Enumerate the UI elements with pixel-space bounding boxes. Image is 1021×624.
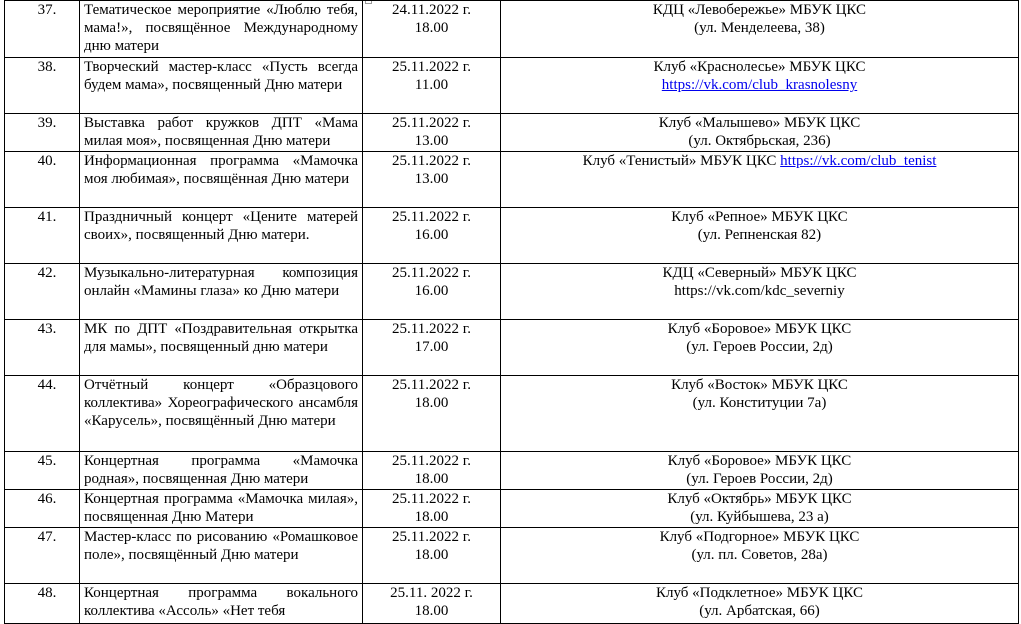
event-date: 24.11.2022 г. (392, 2, 471, 18)
row-number: 37. (37, 2, 57, 18)
venue-address: (ул. Менделеева, 38) (694, 20, 825, 37)
venue-name: Клуб «Восток» МБУК ЦКС (671, 377, 848, 393)
venue-address: (ул. Конституции 7а) (692, 395, 827, 412)
venue-address: (ул. Героев России, 2д) (686, 339, 833, 356)
event-description: Концертная программа «Мамочка родная», посвященная Дню матери (80, 452, 363, 490)
event-time: 18.00 (414, 20, 449, 37)
table-row (5, 58, 1019, 114)
row-number-cell (5, 58, 80, 114)
table-row (5, 1, 1019, 58)
event-time: 16.00 (414, 283, 449, 300)
venue-address: https://vk.com/kdc_severniy (674, 283, 845, 300)
event-venue-cell (501, 1, 1019, 58)
row-number-cell (5, 452, 80, 490)
event-datetime-cell (363, 320, 501, 376)
venue-name: Клуб «Подгорное» МБУК ЦКС (659, 529, 860, 545)
event-date: 25.11.2022 г. (392, 209, 471, 225)
event-date: 25.11.2022 г. (392, 115, 471, 131)
event-time: 13.00 (414, 171, 449, 188)
event-date: 25.11.2022 г. (392, 453, 471, 469)
event-datetime-cell (363, 376, 501, 452)
venue-name: Клуб «Боровое» МБУК ЦКС (667, 453, 852, 469)
event-datetime-cell (363, 264, 501, 320)
row-number-cell (5, 152, 80, 208)
event-description: Отчётный концерт «Образцового коллектива» Хореографического ансамбля «Карусель», посвящённый Дню матери (80, 376, 363, 452)
row-number-cell (5, 376, 80, 452)
event-date: 25.11.2022 г. (392, 265, 471, 281)
row-number: 39. (37, 115, 57, 131)
event-description: Музыкально-литературная композиция онлайн «Мамины глаза» ко Дню матери (80, 264, 363, 320)
event-description: Праздничный концерт «Цените матерей своих», посвященный Дню матери. (80, 208, 363, 264)
event-datetime-cell (363, 1, 501, 58)
row-number-cell (5, 584, 80, 624)
venue-link[interactable]: https://vk.com/club_krasnolesny (661, 77, 858, 94)
venue-name: КДЦ «Левобережье» МБУК ЦКС (652, 2, 867, 18)
venue-name: Клуб «Тенистый» МБУК ЦКС (582, 153, 777, 169)
event-datetime-cell (363, 490, 501, 528)
row-number: 45. (37, 453, 57, 469)
event-datetime-cell (363, 152, 501, 208)
event-time: 13.00 (414, 133, 449, 150)
event-time: 18.00 (414, 471, 449, 488)
row-number: 40. (37, 153, 57, 169)
event-time: 17.00 (414, 339, 449, 356)
event-venue-cell (501, 152, 1019, 208)
event-date: 25.11.2022 г. (392, 59, 471, 75)
table-row (5, 264, 1019, 320)
row-number-cell (5, 1, 80, 58)
event-description: Мастер-класс по рисованию «Ромашковое поле», посвящённый Дню матери (80, 528, 363, 584)
event-description: Творческий мастер-класс «Пусть всегда будем мама», посвященный Дню матери (80, 58, 363, 114)
event-description: Выставка работ кружков ДПТ «Мама милая моя», посвященная Дню матери (80, 114, 363, 152)
row-number: 44. (37, 377, 57, 393)
row-number-cell (5, 490, 80, 528)
event-description: Концертная программа «Мамочка милая», посвященная Дню Матери (80, 490, 363, 528)
event-date: 25.11.2022 г. (392, 529, 471, 545)
event-time: 11.00 (414, 77, 449, 94)
row-number: 47. (37, 529, 57, 545)
event-time: 16.00 (414, 227, 449, 244)
event-datetime-cell (363, 528, 501, 584)
event-venue-cell (501, 452, 1019, 490)
event-time: 18.00 (414, 395, 449, 412)
event-date: 25.11.2022 г. (392, 491, 471, 507)
row-number: 46. (37, 491, 57, 507)
venue-address: (ул. Куйбышева, 23 а) (690, 509, 829, 526)
table-row (5, 320, 1019, 376)
table-row (5, 376, 1019, 452)
venue-address: (ул. пл. Советов, 28а) (691, 547, 828, 564)
venue-link[interactable]: https://vk.com/club_tenist (780, 153, 937, 169)
event-date: 25.11.2022 г. (392, 377, 471, 393)
table-row (5, 114, 1019, 152)
row-number: 41. (37, 209, 57, 225)
event-time: 18.00 (414, 509, 449, 526)
row-number-cell (5, 528, 80, 584)
venue-name: Клуб «Малышево» МБУК ЦКС (658, 115, 861, 131)
row-number: 43. (37, 321, 57, 337)
event-venue-cell (501, 490, 1019, 528)
events-table-body (5, 1, 1019, 624)
event-description: Информационная программа «Мамочка моя любимая», посвящённая Дню матери (80, 152, 363, 208)
table-row (5, 452, 1019, 490)
event-date: 25.11. 2022 г. (390, 585, 473, 601)
event-venue-cell (501, 584, 1019, 624)
venue-address: (ул. Репненская 82) (697, 227, 822, 244)
table-row (5, 584, 1019, 624)
row-number: 48. (37, 585, 57, 601)
event-venue-cell (501, 264, 1019, 320)
event-datetime-cell (363, 58, 501, 114)
venue-address: (ул. Октябрьская, 236) (688, 133, 831, 150)
venue-address: (ул. Героев России, 2д) (686, 471, 833, 488)
event-time: 18.00 (414, 603, 449, 620)
event-venue-cell (501, 114, 1019, 152)
row-number: 42. (37, 265, 57, 281)
event-description: Тематическое мероприятие «Люблю тебя, мама!», посвящённое Международному дню матери (80, 1, 363, 58)
venue-name: Клуб «Октябрь» МБУК ЦКС (667, 491, 852, 507)
row-number-cell (5, 320, 80, 376)
venue-name: Клуб «Краснолесье» МБУК ЦКС (653, 59, 866, 75)
events-table (4, 0, 1019, 624)
venue-name: Клуб «Подклетное» МБУК ЦКС (655, 585, 864, 601)
row-number: 38. (37, 59, 57, 75)
row-number-cell (5, 264, 80, 320)
event-venue-cell (501, 320, 1019, 376)
event-datetime-cell (363, 114, 501, 152)
event-datetime-cell (363, 584, 501, 624)
table-row (5, 528, 1019, 584)
event-datetime-cell (363, 208, 501, 264)
table-row (5, 490, 1019, 528)
venue-name: КДЦ «Северный» МБУК ЦКС (662, 265, 857, 281)
venue-name: Клуб «Боровое» МБУК ЦКС (667, 321, 852, 337)
event-date: 25.11.2022 г. (392, 153, 471, 169)
event-venue-cell (501, 528, 1019, 584)
event-venue-cell (501, 58, 1019, 114)
venue-name: Клуб «Репное» МБУК ЦКС (671, 209, 848, 225)
table-row (5, 152, 1019, 208)
event-description: МК по ДПТ «Поздравительная открытка для мамы», посвященный дню матери (80, 320, 363, 376)
event-datetime-cell (363, 452, 501, 490)
event-description: Концертная программа вокального коллектива «Ассоль» «Нет тебя (80, 584, 363, 624)
event-time: 18.00 (414, 547, 449, 564)
event-venue-cell (501, 376, 1019, 452)
event-date: 25.11.2022 г. (392, 321, 471, 337)
row-number-cell (5, 114, 80, 152)
row-number-cell (5, 208, 80, 264)
table-row (5, 208, 1019, 264)
venue-address: (ул. Арбатская, 66) (699, 603, 820, 620)
event-venue-cell (501, 208, 1019, 264)
